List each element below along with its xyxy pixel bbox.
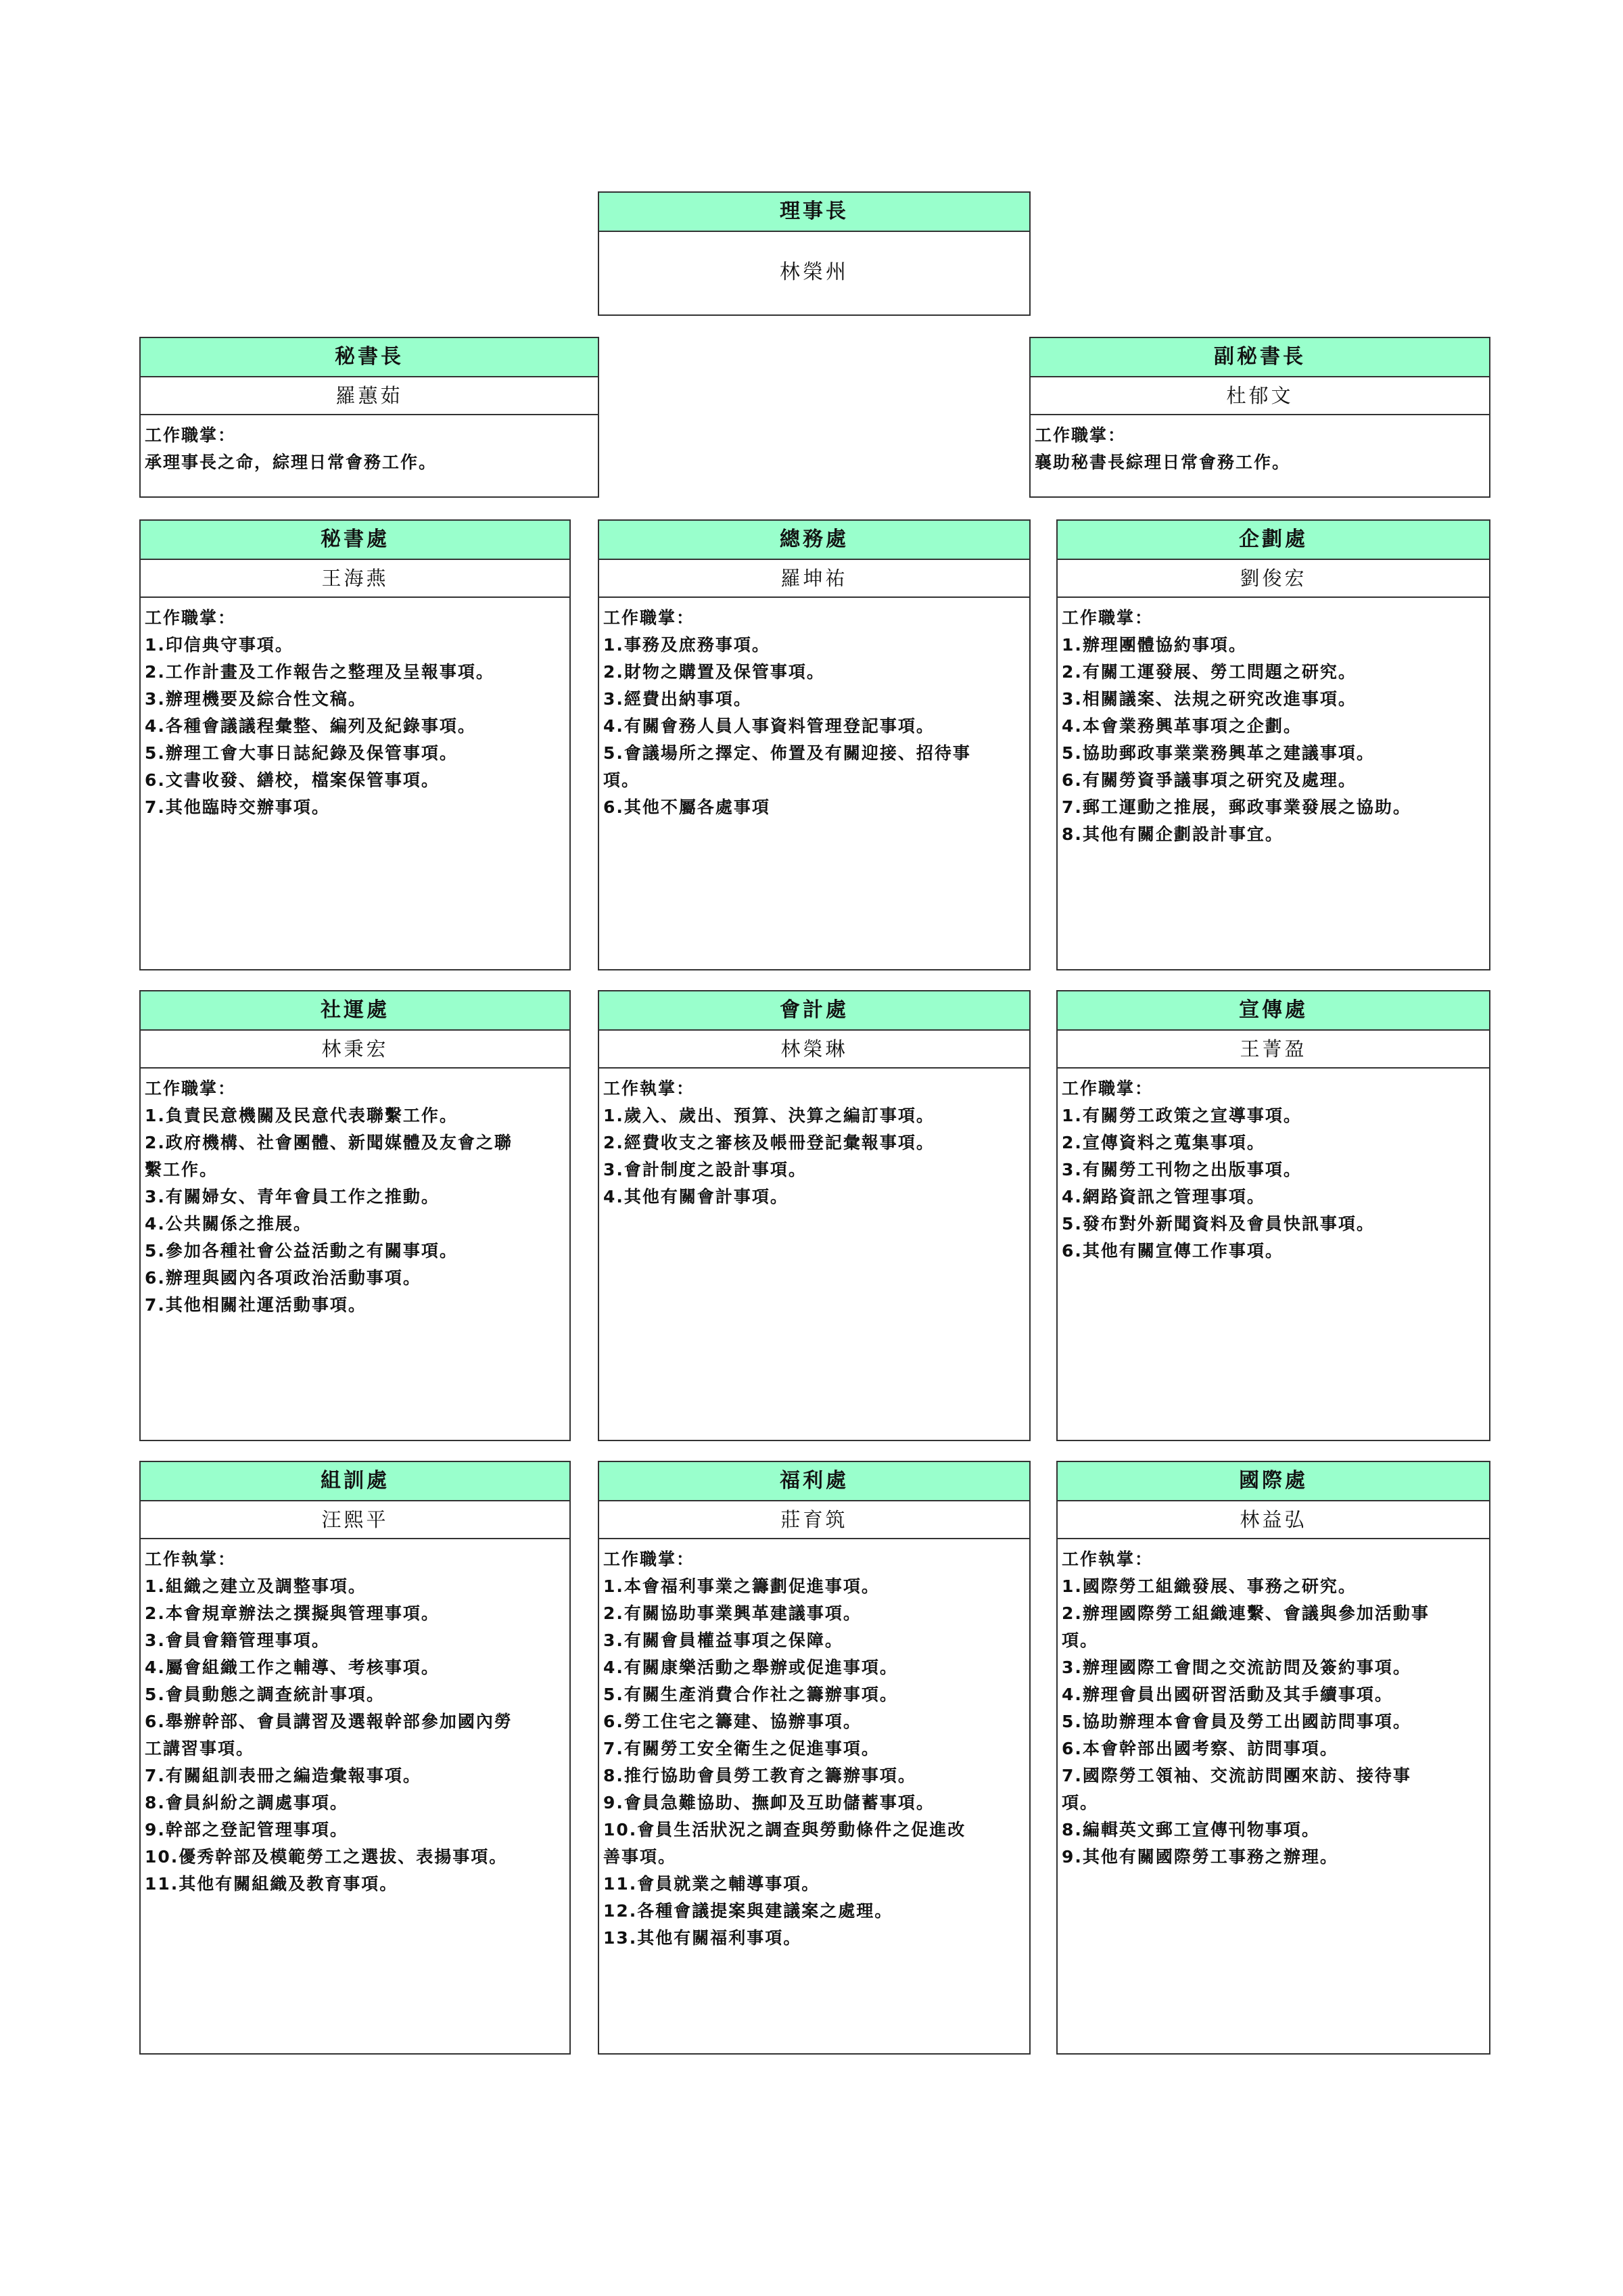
department-title: 宣傳處 xyxy=(1058,991,1489,1031)
department-accounting xyxy=(598,990,1031,1441)
duty-item: 襄助秘書長綜理日常會務工作。 xyxy=(1035,452,1291,472)
duty-item: 11.其他有關組織及教育事項。 xyxy=(145,1874,398,1894)
duty-item: 5.協助辦理本會會員及勞工出國訪問事項。 xyxy=(1062,1712,1411,1731)
duty-item: 7.其他相關社運活動事項。 xyxy=(145,1295,367,1315)
duty-item: 12.各種會議提案與建議案之處理。 xyxy=(603,1901,893,1921)
duty-item: 4.本會業務興革事項之企劃。 xyxy=(1062,716,1302,736)
duty-item: 5.協助郵政事業業務興革之建議事項。 xyxy=(1062,743,1375,763)
chairman-title: 理事長 xyxy=(599,193,1029,232)
department-duties xyxy=(1058,1539,1489,1871)
department-title: 國際處 xyxy=(1058,1462,1489,1501)
duty-item: 8.會員糾紛之調處事項。 xyxy=(145,1793,348,1812)
duty-item: 4.各種會議議程彙整、編列及紀錄事項。 xyxy=(145,716,476,736)
duty-item: 繫工作。 xyxy=(145,1160,218,1179)
duty-item: 10.會員生活狀況之調查與勞動條件之促進改 xyxy=(603,1820,966,1840)
duty-item: 6.文書收發、繕校，檔案保管事項。 xyxy=(145,770,440,790)
department-title: 社運處 xyxy=(141,991,569,1031)
duty-item: 2.有關協助事業興革建議事項。 xyxy=(603,1603,862,1623)
duty-item: 8.推行協助會員勞工教育之籌辦事項。 xyxy=(603,1766,916,1785)
department-title: 組訓處 xyxy=(141,1462,569,1501)
department-duties xyxy=(141,598,569,821)
duty-item: 6.其他不屬各處事項 xyxy=(603,797,770,817)
duty-item: 1.組織之建立及調整事項。 xyxy=(145,1576,367,1596)
duty-item: 4.公共關係之推展。 xyxy=(145,1214,312,1234)
duty-label: 工作職掌： xyxy=(145,425,237,445)
duty-item: 5.會員動態之調查統計事項。 xyxy=(145,1685,385,1704)
duty-item: 1.事務及庶務事項。 xyxy=(603,635,770,655)
duty-item: 7.有關組訓表冊之編造彙報事項。 xyxy=(145,1766,421,1785)
department-duties xyxy=(141,1539,569,1898)
department-head-name: 王菁盈 xyxy=(1058,1031,1489,1069)
duty-item: 6.本會幹部出國考察、訪問事項。 xyxy=(1062,1739,1338,1758)
duty-item: 2.辦理國際勞工組織連繫、會議與參加活動事 xyxy=(1062,1603,1430,1623)
department-organization-training xyxy=(139,1461,571,2055)
duty-item: 5.辦理工會大事日誌紀錄及保管事項。 xyxy=(145,743,458,763)
department-duties xyxy=(141,1069,569,1319)
duty-item: 4.有關康樂活動之舉辦或促進事項。 xyxy=(603,1658,898,1677)
duty-item: 4.屬會組織工作之輔導、考核事項。 xyxy=(145,1658,440,1677)
deputy-secretary-general-name: 杜郁文 xyxy=(1031,377,1489,415)
chairman-name: 林榮州 xyxy=(780,260,849,284)
duty-item: 3.會計制度之設計事項。 xyxy=(603,1160,807,1179)
duty-item: 4.其他有關會計事項。 xyxy=(603,1187,789,1206)
duty-label: 工作職掌： xyxy=(1062,1079,1154,1098)
duty-item: 7.郵工運動之推展，郵政事業發展之協助。 xyxy=(1062,797,1411,817)
chairman-box xyxy=(598,191,1031,316)
duty-item: 項。 xyxy=(1062,1631,1099,1650)
duty-item: 5.參加各種社會公益活動之有關事項。 xyxy=(145,1241,458,1261)
department-title: 企劃處 xyxy=(1058,521,1489,560)
duty-label: 工作執掌： xyxy=(603,1079,695,1098)
duty-item: 7.有關勞工安全衛生之促進事項。 xyxy=(603,1739,880,1758)
department-social-movement xyxy=(139,990,571,1441)
duty-item: 1.國際勞工組織發展、事務之研究。 xyxy=(1062,1576,1357,1596)
duty-item: 3.有關勞工刊物之出版事項。 xyxy=(1062,1160,1302,1179)
duty-item: 承理事長之命，綜理日常會務工作。 xyxy=(145,452,438,472)
duty-item: 2.經費收支之審核及帳冊登記彙報事項。 xyxy=(603,1133,935,1152)
duty-item: 6.舉辦幹部、會員講習及選報幹部參加國內勞 xyxy=(145,1712,513,1731)
duty-item: 8.編輯英文郵工宣傳刊物事項。 xyxy=(1062,1820,1320,1840)
duty-item: 3.辦理機要及綜合性文稿。 xyxy=(145,689,367,709)
duty-item: 6.有關勞資爭議事項之研究及處理。 xyxy=(1062,770,1357,790)
department-head-name: 汪熙平 xyxy=(141,1501,569,1539)
duty-item: 11.會員就業之輔導事項。 xyxy=(603,1874,820,1894)
secretary-general-box xyxy=(139,337,599,498)
department-title: 會計處 xyxy=(599,991,1029,1031)
duty-item: 2.工作計畫及工作報告之整理及呈報事項。 xyxy=(145,662,494,682)
department-welfare xyxy=(598,1461,1031,2055)
duty-item: 1.本會福利事業之籌劃促進事項。 xyxy=(603,1576,880,1596)
duty-item: 3.會員會籍管理事項。 xyxy=(145,1631,330,1650)
department-duties xyxy=(1058,598,1489,848)
duty-item: 3.經費出納事項。 xyxy=(603,689,752,709)
department-secretariat xyxy=(139,519,571,970)
duty-label: 工作職掌： xyxy=(603,1549,695,1569)
duty-item: 6.其他有關宣傳工作事項。 xyxy=(1062,1241,1284,1261)
duty-item: 9.幹部之登記管理事項。 xyxy=(145,1820,348,1840)
department-title: 秘書處 xyxy=(141,521,569,560)
duty-item: 7.其他臨時交辦事項。 xyxy=(145,797,330,817)
duty-item: 1.印信典守事項。 xyxy=(145,635,293,655)
department-international xyxy=(1056,1461,1490,2055)
duty-label: 工作執掌： xyxy=(145,1549,237,1569)
deputy-secretary-general-duties xyxy=(1031,415,1489,476)
duty-item: 9.會員急難協助、撫卹及互助儲蓄事項。 xyxy=(603,1793,935,1812)
duty-item: 6.勞工住宅之籌建、協辦事項。 xyxy=(603,1712,862,1731)
duty-item: 7.國際勞工領袖、交流訪問團來訪、接待事 xyxy=(1062,1766,1411,1785)
duty-item: 4.辦理會員出國研習活動及其手續事項。 xyxy=(1062,1685,1393,1704)
duty-item: 項。 xyxy=(603,770,640,790)
department-head-name: 王海燕 xyxy=(141,560,569,598)
department-head-name: 莊育筑 xyxy=(599,1501,1029,1539)
duty-item: 1.辦理團體協約事項。 xyxy=(1062,635,1247,655)
department-title: 福利處 xyxy=(599,1462,1029,1501)
secretary-general-title: 秘書長 xyxy=(141,338,598,377)
duty-item: 3.有關會員權益事項之保障。 xyxy=(603,1631,843,1650)
duty-item: 6.辦理與國內各項政治活動事項。 xyxy=(145,1268,421,1288)
duty-item: 2.財物之購置及保管事項。 xyxy=(603,662,825,682)
duty-item: 4.網路資訊之管理事項。 xyxy=(1062,1187,1265,1206)
duty-label: 工作職掌： xyxy=(1062,608,1154,628)
duty-item: 8.其他有關企劃設計事宜。 xyxy=(1062,824,1284,844)
department-publicity xyxy=(1056,990,1490,1441)
duty-item: 5.有關生產消費合作社之籌辦事項。 xyxy=(603,1685,898,1704)
department-title: 總務處 xyxy=(599,521,1029,560)
department-duties xyxy=(599,1069,1029,1211)
duty-item: 1.負責民意機關及民意代表聯繫工作。 xyxy=(145,1106,458,1125)
duty-item: 5.會議場所之擇定、佈置及有關迎接、招待事 xyxy=(603,743,971,763)
duty-item: 3.有關婦女、青年會員工作之推動。 xyxy=(145,1187,440,1206)
duty-label: 工作執掌： xyxy=(1062,1549,1154,1569)
deputy-secretary-general-box xyxy=(1029,337,1490,498)
department-head-name: 劉俊宏 xyxy=(1058,560,1489,598)
duty-item: 1.歲入、歲出、預算、決算之編訂事項。 xyxy=(603,1106,935,1125)
department-planning xyxy=(1056,519,1490,970)
duty-label: 工作職掌： xyxy=(603,608,695,628)
duty-item: 1.有關勞工政策之宣導事項。 xyxy=(1062,1106,1302,1125)
duty-label: 工作職掌： xyxy=(145,1079,237,1098)
duty-label: 工作職掌： xyxy=(145,608,237,628)
duty-item: 2.有關工運發展、勞工問題之研究。 xyxy=(1062,662,1357,682)
secretary-general-duties xyxy=(141,415,598,476)
department-head-name: 羅坤祐 xyxy=(599,560,1029,598)
duty-item: 善事項。 xyxy=(603,1847,677,1867)
duty-item: 3.辦理國際工會間之交流訪問及簽約事項。 xyxy=(1062,1658,1411,1677)
duty-item: 10.優秀幹部及模範勞工之選拔、表揚事項。 xyxy=(145,1847,508,1867)
department-head-name: 林榮琳 xyxy=(599,1031,1029,1069)
duty-item: 2.宣傳資料之蒐集事項。 xyxy=(1062,1133,1265,1152)
department-duties xyxy=(1058,1069,1489,1265)
duty-item: 2.政府機構、社會團體、新聞媒體及友會之聯 xyxy=(145,1133,513,1152)
duty-label: 工作職掌： xyxy=(1035,425,1127,445)
secretary-general-name: 羅蕙茹 xyxy=(141,377,598,415)
department-head-name: 林益弘 xyxy=(1058,1501,1489,1539)
department-head-name: 林秉宏 xyxy=(141,1031,569,1069)
duty-item: 9.其他有關國際勞工事務之辦理。 xyxy=(1062,1847,1338,1867)
department-duties xyxy=(599,1539,1029,1952)
duty-item: 4.有關會務人員人事資料管理登記事項。 xyxy=(603,716,935,736)
department-general-affairs xyxy=(598,519,1031,970)
department-duties xyxy=(599,598,1029,821)
duty-item: 3.相關議案、法規之研究改進事項。 xyxy=(1062,689,1357,709)
duty-item: 工講習事項。 xyxy=(145,1739,255,1758)
deputy-secretary-general-title: 副秘書長 xyxy=(1031,338,1489,377)
duty-item: 13.其他有關福利事項。 xyxy=(603,1928,802,1948)
duty-item: 5.發布對外新聞資料及會員快訊事項。 xyxy=(1062,1214,1375,1234)
duty-item: 2.本會規章辦法之撰擬與管理事項。 xyxy=(145,1603,440,1623)
duty-item: 項。 xyxy=(1062,1793,1099,1812)
